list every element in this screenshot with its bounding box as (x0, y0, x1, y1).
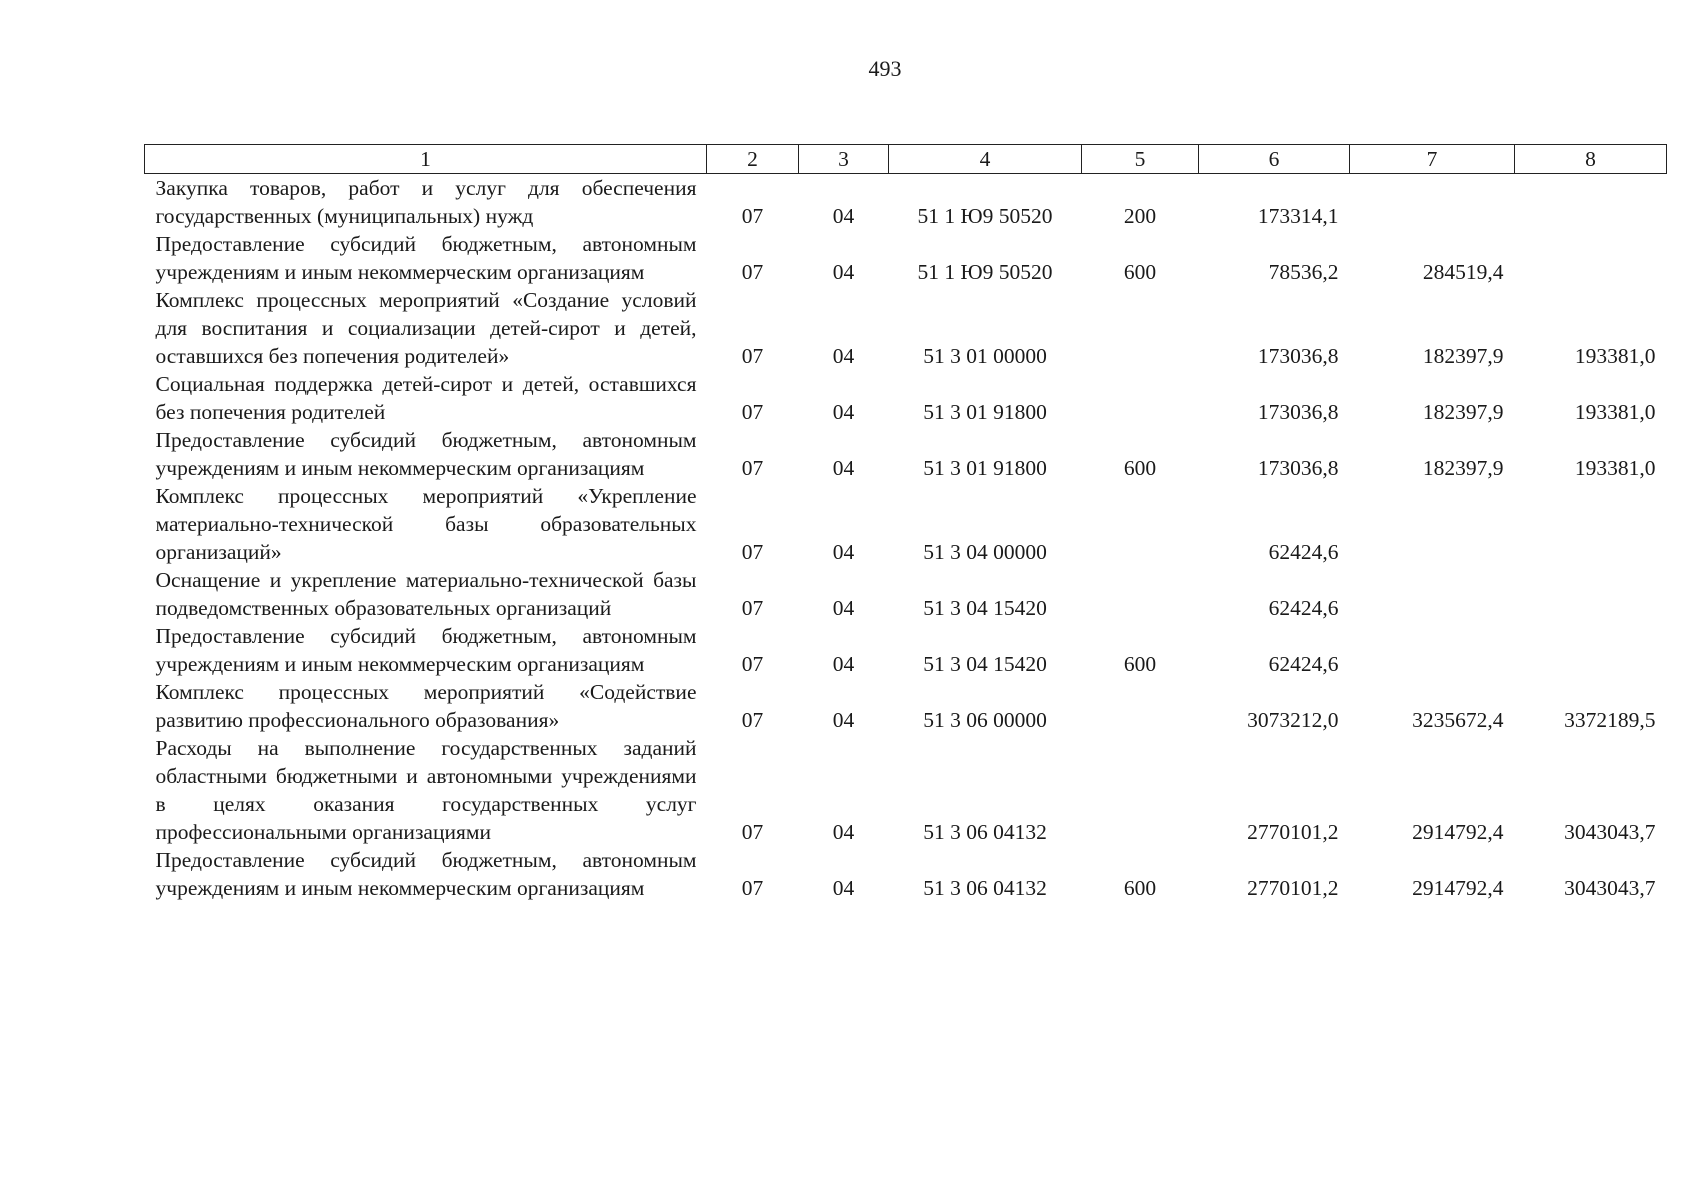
subsection-code: 04 (832, 820, 855, 844)
amount-col-6: 2770101,2 (1247, 820, 1339, 844)
amount-col-8: 3372189,5 (1564, 708, 1656, 732)
subsection-code: 04 (832, 652, 855, 676)
target-article-code: 51 3 04 15420 (923, 652, 1047, 676)
amount-col-6: 173036,8 (1257, 344, 1339, 368)
section-code: 07 (741, 540, 764, 564)
amount-col-8: 3043043,7 (1564, 876, 1656, 900)
table-row (145, 426, 1667, 482)
amount-col-7 (1350, 622, 1515, 678)
section-code: 07 (741, 204, 764, 228)
target-article-code: 51 1 Ю9 50520 (917, 260, 1053, 284)
amount-col-6: 173314,1 (1257, 204, 1339, 228)
table-row (145, 370, 1667, 426)
expense-name: Предоставление субсидий бюджетным, автономным учреждениям и иным некоммерческим организациям (155, 848, 697, 900)
expense-name: Закупка товаров, работ и услуг для обеспечения государственных (муниципальных) нужд (155, 176, 697, 228)
amount-col-7 (1350, 174, 1515, 231)
expense-name: Комплекс процессных мероприятий «Укрепление материально-технической базы образовательных организаций» (155, 484, 697, 564)
amount-col-7: 2914792,4 (1412, 876, 1504, 900)
expense-type-code: 200 (1123, 204, 1157, 228)
amount-col-6: 62424,6 (1268, 596, 1339, 620)
expense-name: Комплекс процессных мероприятий «Создание условий для воспитания и социализации детей-сирот и детей, оставшихся без попечения родителей» (155, 288, 697, 368)
expense-type-code: 600 (1123, 260, 1157, 284)
subsection-code: 04 (832, 540, 855, 564)
table-row (145, 482, 1667, 566)
amount-col-8: 193381,0 (1574, 456, 1656, 480)
subsection-code: 04 (832, 400, 855, 424)
expense-type-code: 600 (1123, 652, 1157, 676)
table-header (145, 145, 1667, 174)
target-article-code: 51 3 04 00000 (923, 540, 1047, 564)
header-col-3: 3 (799, 145, 889, 174)
section-code: 07 (741, 708, 764, 732)
subsection-code: 04 (832, 344, 855, 368)
amount-col-7 (1350, 566, 1515, 622)
amount-col-6: 78536,2 (1268, 260, 1339, 284)
expense-type-code: 600 (1123, 456, 1157, 480)
section-code: 07 (741, 344, 764, 368)
expense-name: Комплекс процессных мероприятий «Содействие развитию профессионального образования» (155, 680, 697, 732)
table-row (145, 622, 1667, 678)
budget-table (144, 144, 1667, 902)
target-article-code: 51 3 04 15420 (923, 596, 1047, 620)
subsection-code: 04 (832, 260, 855, 284)
table-row (145, 566, 1667, 622)
expense-name: Расходы на выполнение государственных заданий областными бюджетными и автономными учреждениями в целях оказания государственных услуг профессиональными организациями (155, 736, 697, 844)
amount-col-7: 182397,9 (1422, 344, 1504, 368)
target-article-code: 51 3 01 91800 (923, 400, 1047, 424)
amount-col-8 (1515, 230, 1667, 286)
expense-type-code (1082, 678, 1199, 734)
target-article-code: 51 3 01 00000 (923, 344, 1047, 368)
amount-col-8: 193381,0 (1574, 400, 1656, 424)
table-row (145, 678, 1667, 734)
table-row (145, 734, 1667, 846)
target-article-code: 51 3 06 00000 (923, 708, 1047, 732)
table-row (145, 230, 1667, 286)
amount-col-6: 62424,6 (1268, 540, 1339, 564)
amount-col-6: 3073212,0 (1247, 708, 1339, 732)
amount-col-7 (1350, 482, 1515, 566)
expense-name: Социальная поддержка детей-сирот и детей, оставшихся без попечения родителей (155, 372, 697, 424)
expense-type-code (1082, 370, 1199, 426)
amount-col-7: 182397,9 (1422, 456, 1504, 480)
target-article-code: 51 3 06 04132 (923, 820, 1047, 844)
expense-type-code (1082, 734, 1199, 846)
amount-col-6: 2770101,2 (1247, 876, 1339, 900)
header-col-6: 6 (1199, 145, 1350, 174)
table-body (145, 174, 1667, 903)
expense-name: Предоставление субсидий бюджетным, автономным учреждениям и иным некоммерческим организациям (155, 232, 697, 284)
amount-col-8 (1515, 622, 1667, 678)
amount-col-7: 182397,9 (1422, 400, 1504, 424)
section-code: 07 (741, 652, 764, 676)
target-article-code: 51 3 01 91800 (923, 456, 1047, 480)
amount-col-8: 3043043,7 (1564, 820, 1656, 844)
expense-name: Предоставление субсидий бюджетным, автономным учреждениям и иным некоммерческим организациям (155, 428, 697, 480)
subsection-code: 04 (832, 596, 855, 620)
amount-col-7: 284519,4 (1422, 260, 1504, 284)
amount-col-6: 173036,8 (1257, 400, 1339, 424)
expense-type-code (1082, 482, 1199, 566)
amount-col-8 (1515, 174, 1667, 231)
table-row (145, 286, 1667, 370)
expense-type-code (1082, 566, 1199, 622)
section-code: 07 (741, 596, 764, 620)
amount-col-6: 173036,8 (1257, 456, 1339, 480)
section-code: 07 (741, 400, 764, 424)
amount-col-6: 62424,6 (1268, 652, 1339, 676)
expense-name: Оснащение и укрепление материально-технической базы подведомственных образовательных организаций (155, 568, 697, 620)
section-code: 07 (741, 456, 764, 480)
page-number: 493 (868, 56, 902, 81)
section-code: 07 (741, 876, 764, 900)
section-code: 07 (741, 820, 764, 844)
target-article-code: 51 1 Ю9 50520 (917, 204, 1053, 228)
header-col-1: 1 (145, 145, 707, 174)
expense-type-code (1082, 286, 1199, 370)
subsection-code: 04 (832, 708, 855, 732)
amount-col-8 (1515, 482, 1667, 566)
amount-col-7: 2914792,4 (1412, 820, 1504, 844)
subsection-code: 04 (832, 204, 855, 228)
header-col-4: 4 (889, 145, 1082, 174)
section-code: 07 (741, 260, 764, 284)
header-row (145, 145, 1667, 174)
header-col-7: 7 (1350, 145, 1515, 174)
target-article-code: 51 3 06 04132 (923, 876, 1047, 900)
subsection-code: 04 (832, 876, 855, 900)
header-col-2: 2 (707, 145, 799, 174)
table-row (145, 174, 1667, 231)
expense-type-code: 600 (1123, 876, 1157, 900)
subsection-code: 04 (832, 456, 855, 480)
amount-col-7: 3235672,4 (1412, 708, 1504, 732)
header-col-8: 8 (1515, 145, 1667, 174)
amount-col-8: 193381,0 (1574, 344, 1656, 368)
expense-name: Предоставление субсидий бюджетным, автономным учреждениям и иным некоммерческим организациям (155, 624, 697, 676)
table-row (145, 846, 1667, 902)
amount-col-8 (1515, 566, 1667, 622)
header-col-5: 5 (1082, 145, 1199, 174)
